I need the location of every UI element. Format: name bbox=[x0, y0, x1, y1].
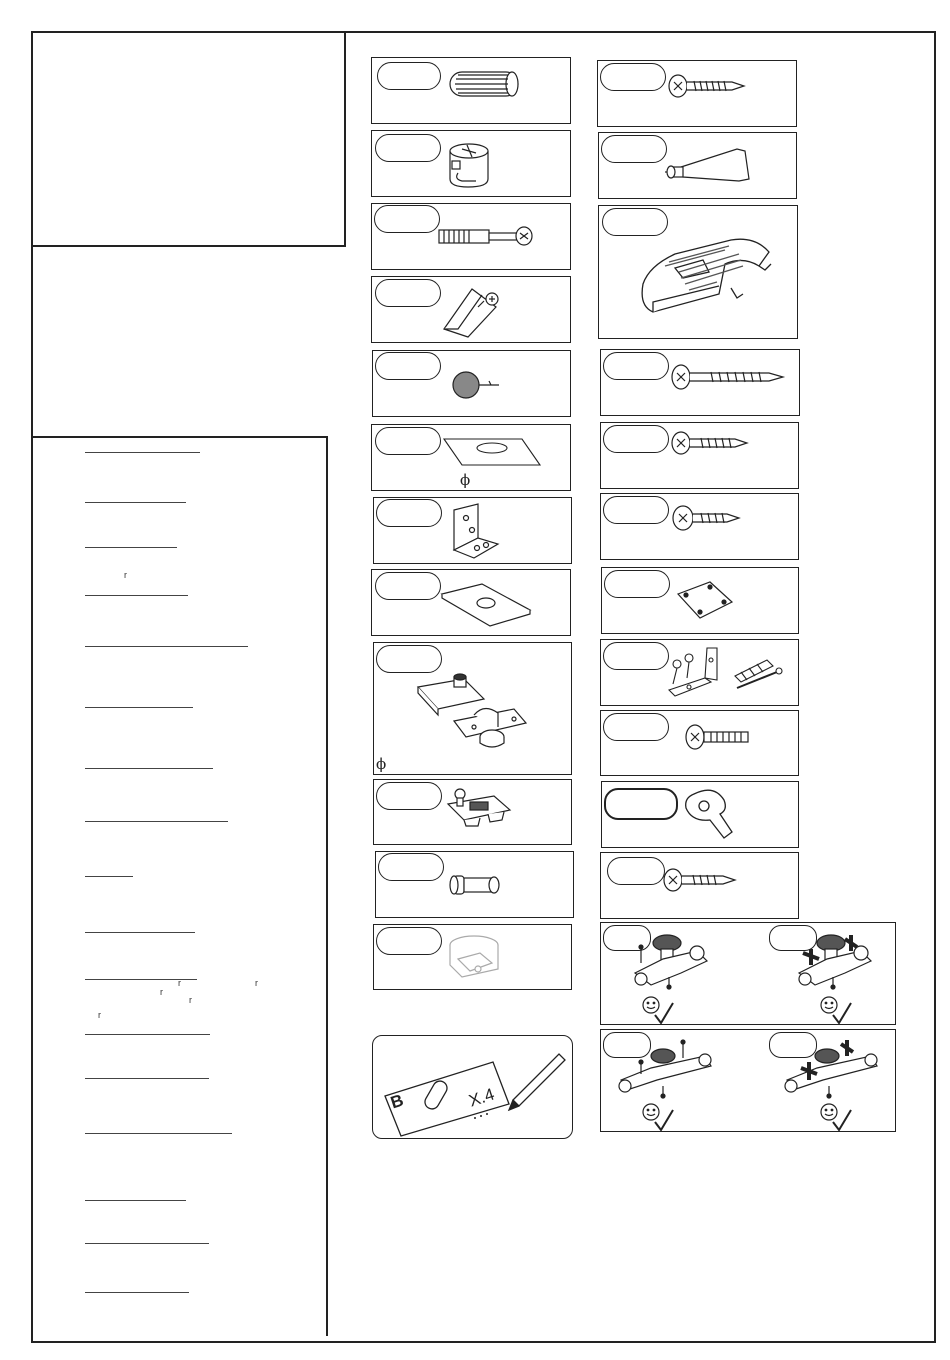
corner-fitting-icon bbox=[372, 277, 572, 344]
felt-pad-icon bbox=[373, 351, 572, 418]
tiny-mark: r bbox=[178, 978, 181, 988]
part-box-medium-screw bbox=[600, 422, 799, 489]
handle-icon bbox=[599, 206, 799, 340]
example-card-quantity: X.4 bbox=[466, 1084, 497, 1111]
tiny-mark: r bbox=[189, 995, 192, 1005]
small-screw-icon bbox=[601, 853, 800, 920]
part-box-assembly-example-bottom bbox=[600, 1029, 896, 1132]
example-card-drawing bbox=[373, 1036, 574, 1140]
flat-bolt-icon bbox=[601, 711, 800, 777]
example-card-letter: B bbox=[388, 1090, 406, 1113]
spanner-key-icon bbox=[602, 782, 800, 849]
part-box-square-plate bbox=[601, 567, 799, 634]
part-box-angle-bracket bbox=[373, 497, 572, 564]
part-box-short-screw bbox=[600, 493, 799, 560]
part-box-washer-sheet bbox=[371, 424, 571, 491]
connecting-bolt-icon bbox=[372, 204, 572, 271]
glue-tube-icon bbox=[599, 133, 798, 200]
cabinet-hinge-icon bbox=[374, 643, 573, 776]
part-list-right-border bbox=[326, 436, 328, 1336]
part-list-line bbox=[85, 1034, 210, 1035]
part-list-line bbox=[85, 707, 193, 708]
part-list-line bbox=[85, 595, 188, 596]
part-list-line bbox=[85, 768, 213, 769]
washer-sheet-icon bbox=[372, 425, 572, 492]
part-box-connecting-bolt bbox=[371, 203, 571, 270]
part-box-flat-bolt bbox=[600, 710, 799, 776]
long-screw-icon bbox=[601, 350, 801, 417]
part-box-glue-tube bbox=[598, 132, 797, 199]
part-list-line bbox=[85, 547, 177, 548]
part-box-handle bbox=[598, 205, 798, 339]
part-list-line bbox=[85, 1243, 209, 1244]
part-box-long-screw bbox=[600, 349, 800, 416]
part-list-line bbox=[85, 646, 248, 647]
part-box-small-screw bbox=[600, 852, 799, 919]
countersunk-screw-icon bbox=[598, 61, 798, 128]
part-list-line bbox=[85, 932, 195, 933]
angle-bracket-icon bbox=[374, 498, 573, 565]
part-box-corner-fitting bbox=[371, 276, 571, 343]
wall-fixing-kit-icon bbox=[601, 640, 800, 707]
square-plate-icon bbox=[602, 568, 800, 635]
part-list-line bbox=[85, 1133, 232, 1134]
short-screw-icon bbox=[601, 494, 800, 561]
mounting-plate-icon bbox=[374, 780, 573, 846]
part-list-line bbox=[85, 821, 228, 822]
hinge-plate-icon bbox=[372, 570, 572, 637]
tiny-mark: r bbox=[255, 978, 258, 988]
assembly-example-bottom-drawing bbox=[601, 1030, 897, 1133]
diameter-symbol: ϕ bbox=[376, 755, 387, 773]
part-box-cam-lock bbox=[371, 130, 571, 197]
example-marking-card bbox=[372, 1035, 573, 1139]
part-box-wooden-dowel bbox=[371, 57, 571, 124]
tiny-mark: r bbox=[98, 1010, 101, 1020]
tiny-mark: r bbox=[124, 570, 127, 580]
part-list-line bbox=[85, 1078, 209, 1079]
part-box-shelf-peg bbox=[375, 851, 574, 918]
wooden-dowel-icon bbox=[372, 58, 572, 125]
part-box-cam-housing bbox=[373, 924, 572, 990]
tiny-mark: r bbox=[160, 987, 163, 997]
medium-screw-icon bbox=[601, 423, 800, 490]
cam-lock-icon bbox=[372, 131, 572, 198]
part-box-felt-pad bbox=[372, 350, 571, 417]
part-list-line bbox=[85, 452, 200, 453]
part-list-line bbox=[85, 876, 133, 877]
top-left-panel bbox=[31, 31, 346, 247]
assembly-example-top-drawing bbox=[601, 923, 897, 1026]
diameter-symbol: ϕ bbox=[460, 471, 471, 489]
part-box-hinge-plate bbox=[371, 569, 571, 636]
cam-housing-icon bbox=[374, 925, 573, 991]
part-list-top-border bbox=[31, 436, 328, 438]
part-box-assembly-example-top bbox=[600, 922, 896, 1025]
part-box-spanner-key bbox=[601, 781, 799, 848]
part-box-countersunk-screw bbox=[597, 60, 797, 127]
shelf-peg-icon bbox=[376, 852, 575, 919]
part-box-cabinet-hinge bbox=[373, 642, 572, 775]
part-box-mounting-plate bbox=[373, 779, 572, 845]
part-list-line bbox=[85, 1200, 186, 1201]
part-list-line bbox=[85, 502, 186, 503]
part-list-line bbox=[85, 1292, 189, 1293]
part-box-wall-fixing-kit bbox=[600, 639, 799, 706]
